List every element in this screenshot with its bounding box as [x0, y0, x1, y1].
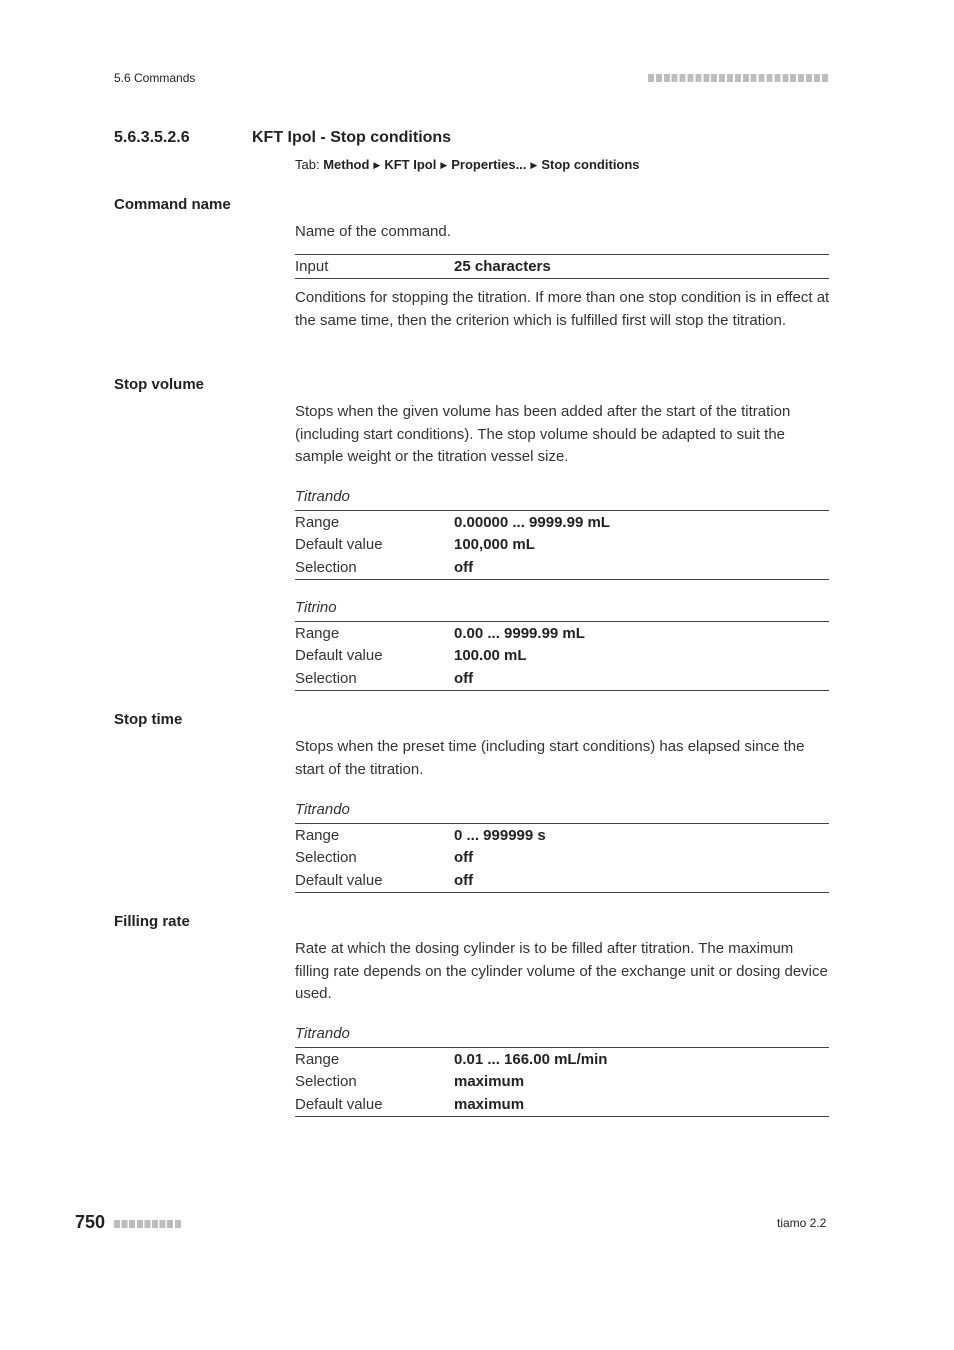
table-row — [295, 645, 829, 668]
row-key: Default value — [295, 871, 383, 889]
row-value: off — [454, 558, 474, 576]
table-row — [295, 667, 829, 690]
section-number: 5.6.3.5.2.6 — [114, 129, 190, 146]
page-number: 750 — [75, 1212, 106, 1232]
row-value: 100.00 mL — [454, 647, 527, 665]
tab-breadcrumb — [295, 157, 640, 172]
table-row — [295, 847, 829, 870]
tab-path-kft-ipol: KFT Ipol — [384, 157, 437, 172]
table-row — [295, 622, 829, 645]
table-row — [295, 869, 829, 892]
row-value: maximum — [454, 1073, 525, 1091]
row-value: 25 characters — [454, 257, 551, 275]
row-value: off — [454, 849, 474, 867]
stop-time-description: Stops when the preset time (including start conditions) has elapsed since the start of the titration. — [295, 738, 805, 778]
row-key: Range — [295, 624, 340, 642]
tab-path-method: Method — [323, 157, 370, 172]
row-value: maximum — [454, 1095, 525, 1113]
tab-path-stop-conditions: Stop conditions — [541, 157, 640, 172]
running-header-section: 5.6 Commands — [114, 71, 196, 85]
arrow-right-icon: ▶ — [530, 160, 538, 170]
heading-stop-time: Stop time — [114, 711, 183, 728]
row-key: Selection — [295, 558, 357, 576]
table-row — [295, 534, 829, 557]
tab-prefix: Tab: — [295, 157, 320, 172]
command-name-table — [295, 254, 829, 279]
stop-volume-titrino-table — [295, 621, 829, 691]
row-value: off — [454, 669, 474, 687]
table-row — [295, 511, 829, 534]
filling-rate-titrando-table — [295, 1047, 829, 1117]
row-key: Input — [295, 257, 329, 275]
heading-filling-rate: Filling rate — [114, 913, 190, 930]
stop-conditions-intro: Conditions for stopping the titration. If more than one stop condition is in effect at the same time, then the criterion which is fulfilled first will stop the titration. — [295, 289, 830, 329]
table-row — [295, 556, 829, 579]
table-row — [295, 1093, 829, 1116]
row-value: 100,000 mL — [454, 536, 535, 554]
device-label-titrando: Titrando — [295, 801, 350, 818]
arrow-right-icon: ▶ — [373, 160, 381, 170]
stop-volume-titrando-table — [295, 510, 829, 580]
row-value: off — [454, 871, 474, 889]
row-key: Default value — [295, 647, 383, 665]
device-label-titrando: Titrando — [295, 488, 350, 505]
row-value: 0 ... 999999 s — [454, 826, 546, 844]
section-title: KFT Ipol - Stop conditions — [252, 129, 452, 146]
row-key: Range — [295, 826, 340, 844]
tab-path-properties: Properties... — [451, 157, 527, 172]
row-key: Range — [295, 513, 340, 531]
header-decoration-dots — [648, 74, 829, 82]
row-value: 0.00000 ... 9999.99 mL — [454, 513, 610, 531]
table-row — [295, 255, 829, 278]
footer-product: tiamo 2.2 — [777, 1216, 827, 1230]
filling-rate-description: Rate at which the dosing cylinder is to be filled after titration. The maximum filling rate depends on the cylinder volume of the exchange unit or dosing device used. — [295, 940, 828, 1002]
row-key: Default value — [295, 1095, 383, 1113]
footer-decoration-dots — [114, 1220, 182, 1228]
row-value: 0.01 ... 166.00 mL/min — [454, 1050, 608, 1068]
command-name-description: Name of the command. — [295, 223, 451, 240]
stop-time-titrando-table — [295, 823, 829, 893]
row-value: 0.00 ... 9999.99 mL — [454, 624, 585, 642]
heading-stop-volume: Stop volume — [114, 376, 205, 393]
row-key: Selection — [295, 1073, 357, 1091]
arrow-right-icon: ▶ — [440, 160, 448, 170]
row-key: Default value — [295, 536, 383, 554]
row-key: Range — [295, 1050, 340, 1068]
stop-volume-description: Stops when the given volume has been added after the start of the titration (including start conditions). The stop volume should be adapted to suit the sample weight or the titration vessel size. — [295, 403, 791, 465]
table-row — [295, 1071, 829, 1094]
device-label-titrino: Titrino — [295, 599, 337, 616]
device-label-titrando: Titrando — [295, 1025, 350, 1042]
table-row — [295, 824, 829, 847]
heading-command-name: Command name — [114, 196, 231, 213]
table-row — [295, 1048, 829, 1071]
row-key: Selection — [295, 849, 357, 867]
row-key: Selection — [295, 669, 357, 687]
